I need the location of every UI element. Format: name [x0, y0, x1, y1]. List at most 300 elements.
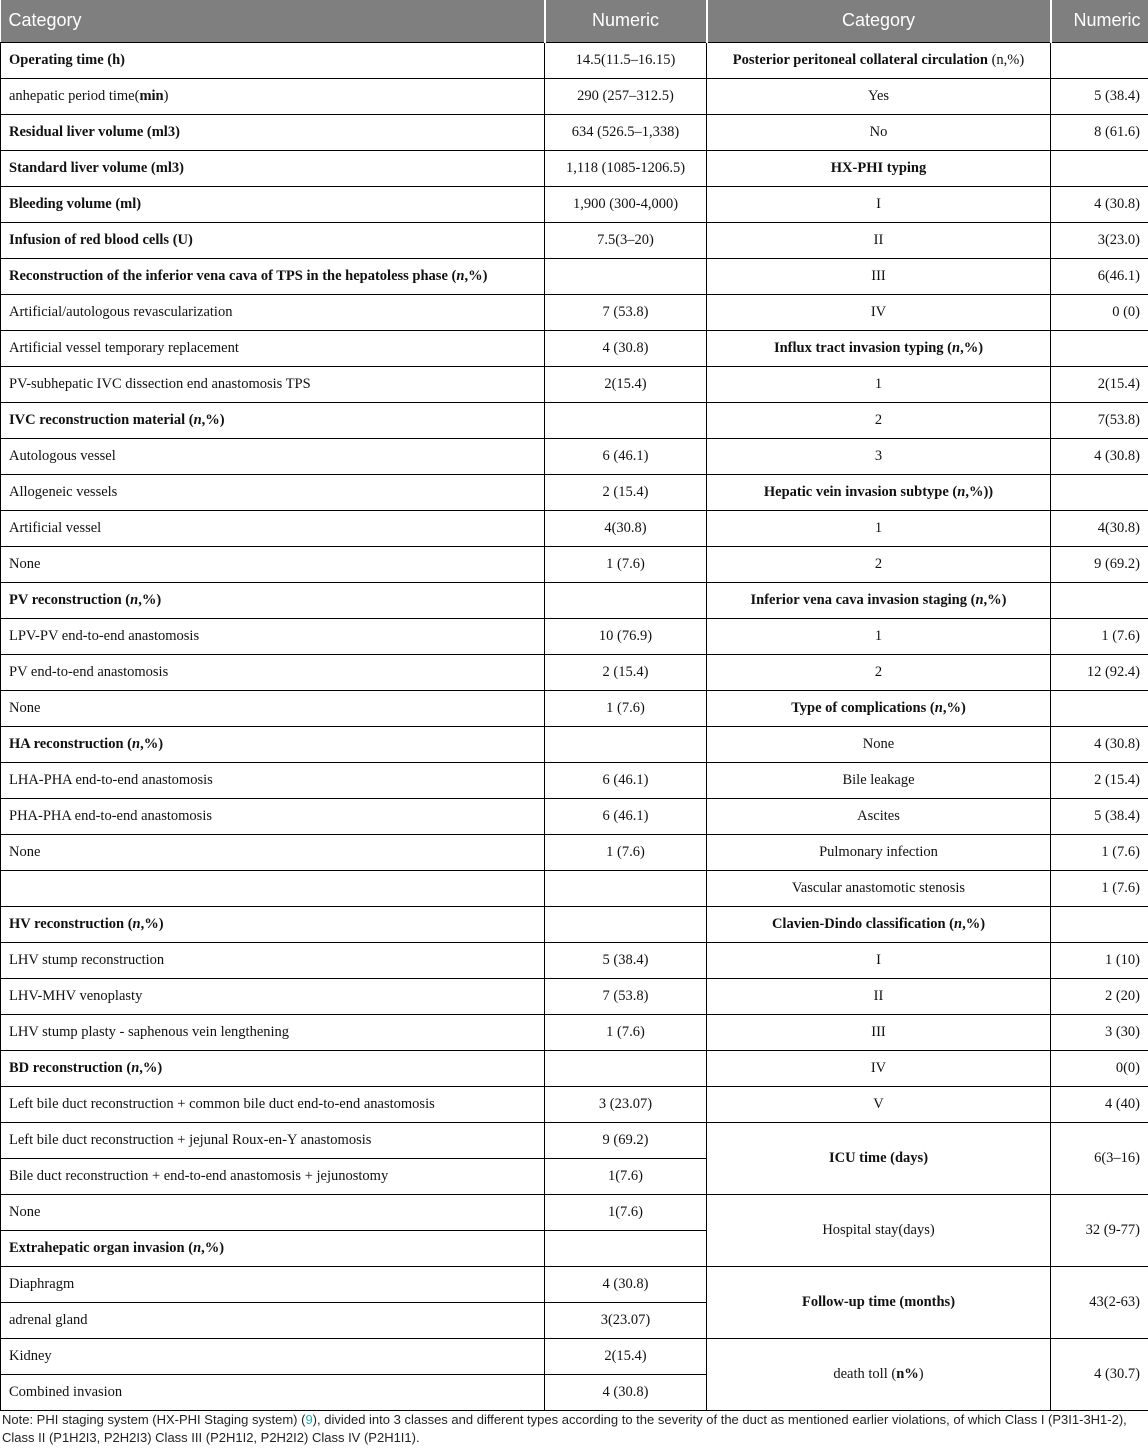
- cell-numeric-left: [545, 762, 707, 798]
- cell-category-left: [1, 654, 545, 690]
- cell-text: II: [873, 231, 884, 248]
- cell-numeric-left: [545, 402, 707, 438]
- pct-close: ,%): [140, 915, 164, 932]
- table-row: [1, 762, 1148, 798]
- cell-category-left: [1, 726, 545, 762]
- cell-category-right: [707, 186, 1051, 222]
- cell-numeric-left: [545, 186, 707, 222]
- pct-n: n: [131, 1059, 140, 1076]
- footnote-text-end: ), divided into 3 classes and different types according to the severity of the duct as mentioned earlier violations, of which Class I (P3I1-3H1-2), Class II (P1H2I3, P2H2I3) Class III (P2H1I2, P2H2I2) Class IV (P2H1I1).: [2, 1412, 1127, 1445]
- cell-text: Type of complications: [791, 699, 927, 716]
- pct-n: n: [130, 591, 139, 608]
- cell-value: 2 (20): [1104, 987, 1140, 1004]
- table-row: [1, 798, 1148, 834]
- cell-category-right: [707, 726, 1051, 762]
- cell-category-left: [1, 294, 545, 330]
- cell-category-left: [1, 1338, 545, 1374]
- cell-numeric-left: [545, 1230, 707, 1266]
- cell-category-left: [1, 1086, 545, 1122]
- cell-category-left: [1, 438, 545, 474]
- cell-text: Follow-up time (months): [801, 1293, 956, 1310]
- table-row: [1, 402, 1148, 438]
- pct-close: ,%): [140, 735, 164, 752]
- cell-value: 5 (38.4): [602, 951, 649, 968]
- cell-text: I: [876, 951, 881, 968]
- cell-category-left: [1, 1014, 545, 1050]
- cell-text: Yes: [867, 87, 890, 104]
- cell-numeric-right: [1051, 798, 1148, 834]
- cell-text: Autologous vessel: [9, 447, 116, 464]
- table-row: [1, 222, 1148, 258]
- cell-text: death toll: [833, 1365, 888, 1382]
- cell-text: PV reconstruction: [9, 591, 122, 608]
- footnote-reference-link[interactable]: 9: [305, 1412, 313, 1427]
- cell-value: 6 (46.1): [602, 807, 649, 824]
- pct-close: ,%): [942, 699, 966, 716]
- table-row: [1, 582, 1148, 618]
- pct-n: n: [975, 591, 984, 608]
- cell-category-right: [707, 1194, 1051, 1266]
- cell-numeric-right: [1051, 1086, 1148, 1122]
- table-row: [1, 150, 1148, 186]
- cell-numeric-left: [545, 294, 707, 330]
- cell-category-right: [707, 1014, 1051, 1050]
- cell-text: HX-PHI typing: [830, 159, 927, 176]
- cell-category-left: [1, 1194, 545, 1230]
- pct-n: n: [193, 1239, 202, 1256]
- cell-category-left: [1, 546, 545, 582]
- cell-numeric-right: [1051, 1338, 1148, 1410]
- cell-text-bold-part: min: [139, 87, 164, 104]
- cell-numeric-right: [1051, 1194, 1148, 1266]
- cell-value: 6(46.1): [1097, 267, 1140, 284]
- cell-category-left: [1, 42, 545, 78]
- cell-text: Inferior vena cava invasion staging: [750, 591, 967, 608]
- pct-n: n: [957, 483, 966, 500]
- cell-numeric-right: [1051, 222, 1148, 258]
- cell-numeric-left: [545, 1122, 707, 1158]
- cell-text: BD reconstruction: [9, 1059, 123, 1076]
- cell-value: 4 (30.8): [602, 339, 649, 356]
- cell-category-left: [1, 690, 545, 726]
- cell-value: 4 (40): [1104, 1095, 1140, 1112]
- cell-text: III: [871, 1023, 886, 1040]
- cell-text: Vascular anastomotic stenosis: [791, 879, 966, 896]
- cell-text: PV end-to-end anastomosis: [9, 663, 169, 680]
- cell-text: Bleeding volume (ml): [9, 195, 142, 212]
- pct-n: n: [193, 411, 202, 428]
- cell-text: HA reconstruction: [9, 735, 124, 752]
- cell-text: Artificial vessel: [9, 519, 102, 536]
- cell-text: Operating time (h): [9, 51, 125, 68]
- pct-close: ,%): [960, 339, 984, 356]
- cell-category-right: [707, 978, 1051, 1014]
- pct-open: (: [945, 915, 955, 932]
- cell-value: 4 (30.7): [1094, 1365, 1140, 1382]
- pct-open: (: [121, 591, 131, 608]
- cell-numeric-left: [545, 150, 707, 186]
- pct-n: n%: [896, 1365, 919, 1382]
- cell-text: IV: [870, 303, 887, 320]
- cell-category-right: [707, 42, 1051, 78]
- table-row: [1, 510, 1148, 546]
- cell-numeric-left: [545, 690, 707, 726]
- cell-category-left: [1, 1374, 545, 1410]
- cell-category-left: [1, 114, 545, 150]
- cell-text: 1: [874, 627, 883, 644]
- cell-text: 2: [874, 411, 883, 428]
- pct-open: (: [122, 1059, 132, 1076]
- pct-close: ,%): [201, 1239, 225, 1256]
- table-row: [1, 114, 1148, 150]
- cell-value: 7.5(3–20): [597, 231, 654, 248]
- cell-value: 0(0): [1115, 1059, 1140, 1076]
- cell-category-right: [707, 618, 1051, 654]
- cell-numeric-left: [545, 1014, 707, 1050]
- cell-text: Kidney: [9, 1347, 52, 1364]
- cell-value: 9 (69.2): [602, 1131, 649, 1148]
- cell-numeric-left: [545, 1374, 707, 1410]
- cell-text: II: [873, 987, 884, 1004]
- cell-numeric-right: [1051, 258, 1148, 294]
- cell-value: 32 (9-77): [1085, 1221, 1140, 1238]
- cell-category-right: [707, 402, 1051, 438]
- cell-numeric-left: [545, 654, 707, 690]
- cell-category-left: [1, 618, 545, 654]
- cell-text: Bile leakage: [842, 771, 915, 788]
- cell-numeric-left: [545, 726, 707, 762]
- pct-close: ,%): [962, 915, 986, 932]
- pct-open: (: [966, 591, 976, 608]
- cell-category-right: [707, 870, 1051, 906]
- cell-value: 6(3–16): [1094, 1149, 1140, 1166]
- pct-n: n: [952, 339, 961, 356]
- table-row: [1, 1050, 1148, 1086]
- cell-numeric-right: [1051, 186, 1148, 222]
- pct-open: (: [185, 411, 194, 428]
- cell-text: 3: [874, 447, 883, 464]
- cell-numeric-right: [1051, 834, 1148, 870]
- cell-text: Pulmonary infection: [819, 843, 938, 860]
- table-row: [1, 1194, 1148, 1230]
- cell-value: 3 (23.07): [598, 1095, 653, 1112]
- pct-n: n: [132, 915, 141, 932]
- cell-numeric-left: [545, 618, 707, 654]
- cell-category-left: [1, 1266, 545, 1302]
- cell-value: 4(30.8): [604, 519, 647, 536]
- pct-open: (: [447, 267, 457, 284]
- cell-numeric-right: [1051, 294, 1148, 330]
- cell-text: None: [9, 843, 41, 860]
- cell-value: 1,118 (1085-1206.5): [565, 159, 686, 176]
- table-row: [1, 1014, 1148, 1050]
- cell-numeric-left: [545, 1050, 707, 1086]
- cell-numeric-right: [1051, 150, 1148, 186]
- cell-numeric-left: [545, 114, 707, 150]
- header-numeric-left: Numeric: [545, 0, 707, 42]
- cell-value: 5 (38.4): [1094, 87, 1140, 104]
- cell-category-right: [707, 150, 1051, 186]
- cell-text: Influx tract invasion typing: [773, 339, 944, 356]
- cell-text: Diaphragm: [9, 1275, 75, 1292]
- cell-numeric-right: [1051, 510, 1148, 546]
- cell-category-left: [1, 1230, 545, 1266]
- cell-category-right: [707, 798, 1051, 834]
- cell-text: None: [9, 1203, 41, 1220]
- cell-numeric-right: [1051, 690, 1148, 726]
- cell-numeric-left: [545, 1302, 707, 1338]
- cell-value: 3 (30): [1104, 1023, 1140, 1040]
- cell-category-left: [1, 1158, 545, 1194]
- pct-n: n: [934, 699, 943, 716]
- cell-numeric-left: [545, 870, 707, 906]
- table-row: [1, 294, 1148, 330]
- cell-value: 1 (7.6): [606, 699, 645, 716]
- pct-close: ,%)): [965, 483, 994, 500]
- table-body: [1, 42, 1148, 1410]
- cell-text: Left bile duct reconstruction + common bile duct end-to-end anastomosis: [9, 1095, 435, 1112]
- cell-category-right: [707, 258, 1051, 294]
- cell-text: Artificial/autologous revascularization: [9, 303, 233, 320]
- cell-category-right: [707, 510, 1051, 546]
- cell-category-left: [1, 834, 545, 870]
- cell-category-left: [1, 186, 545, 222]
- cell-value: 1,900 (300-4,000): [572, 195, 679, 212]
- cell-numeric-right: [1051, 726, 1148, 762]
- cell-text: Left bile duct reconstruction + jejunal Roux-en-Y anastomosis: [9, 1131, 372, 1148]
- table-row: [1, 1266, 1148, 1302]
- cell-category-left: [1, 978, 545, 1014]
- table-row: [1, 330, 1148, 366]
- cell-text: None: [862, 735, 895, 752]
- cell-numeric-left: [545, 1338, 707, 1374]
- cell-value: 4 (30.8): [1094, 195, 1140, 212]
- table-row: [1, 978, 1148, 1014]
- cell-numeric-right: [1051, 618, 1148, 654]
- table-row: [1, 726, 1148, 762]
- cell-value: 6 (46.1): [602, 447, 649, 464]
- table-row: [1, 618, 1148, 654]
- pct-close: ,%): [464, 267, 488, 284]
- cell-value: 1 (7.6): [606, 843, 645, 860]
- cell-value: 2 (15.4): [602, 483, 649, 500]
- table-footnote: [2, 1411, 1146, 1447]
- table-row: [1, 186, 1148, 222]
- cell-numeric-left: [545, 438, 707, 474]
- cell-numeric-right: [1051, 906, 1148, 942]
- cell-text: 1: [874, 375, 883, 392]
- cell-value: 7(53.8): [1097, 411, 1140, 428]
- cell-category-left: [1, 78, 545, 114]
- table-row: [1, 942, 1148, 978]
- cell-text: Artificial vessel temporary replacement: [9, 339, 239, 356]
- pct-close: ,%): [139, 1059, 163, 1076]
- cell-numeric-right: [1051, 402, 1148, 438]
- cell-text: Hepatic vein invasion subtype: [763, 483, 949, 500]
- cell-text: Bile duct reconstruction + end-to-end anastomosis + jejunostomy: [9, 1167, 389, 1184]
- cell-value: 4 (30.8): [1094, 735, 1140, 752]
- cell-text: Combined invasion: [9, 1383, 123, 1400]
- cell-value: 1 (7.6): [1101, 627, 1140, 644]
- cell-numeric-right: [1051, 42, 1148, 78]
- cell-numeric-right: [1051, 1266, 1148, 1338]
- cell-category-left: [1, 762, 545, 798]
- cell-value: 2(15.4): [604, 375, 647, 392]
- cell-text: LHV stump reconstruction: [9, 951, 165, 968]
- cell-category-right: [707, 474, 1051, 510]
- cell-text: Reconstruction of the inferior vena cava of TPS in the hepatoless phase: [9, 267, 448, 284]
- table-row: [1, 1338, 1148, 1374]
- cell-category-right: [707, 1086, 1051, 1122]
- cell-category-right: [707, 834, 1051, 870]
- cell-numeric-right: [1051, 942, 1148, 978]
- cell-text: I: [876, 195, 881, 212]
- pct-close: ,%): [138, 591, 162, 608]
- cell-category-right: [707, 78, 1051, 114]
- cell-value: 3(23.07): [600, 1311, 651, 1328]
- cell-category-left: [1, 150, 545, 186]
- cell-numeric-left: [545, 1194, 707, 1230]
- cell-category-right: [707, 1266, 1051, 1338]
- cell-text: 1: [874, 519, 883, 536]
- table-row: [1, 870, 1148, 906]
- table-row: [1, 546, 1148, 582]
- cell-category-left: [1, 222, 545, 258]
- table-row: [1, 690, 1148, 726]
- cell-value: 4(30.8): [1097, 519, 1140, 536]
- cell-numeric-left: [545, 258, 707, 294]
- cell-value: 9 (69.2): [1094, 555, 1140, 572]
- cell-text: Extrahepatic organ invasion: [9, 1239, 185, 1256]
- table-row: [1, 834, 1148, 870]
- cell-value: 2 (15.4): [1094, 771, 1140, 788]
- cell-category-right: [707, 1122, 1051, 1194]
- cell-value: 8 (61.6): [1094, 123, 1140, 140]
- pct-close: ): [918, 1365, 924, 1382]
- cell-category-left: [1, 870, 545, 906]
- cell-numeric-right: [1051, 366, 1148, 402]
- cell-numeric-right: [1051, 114, 1148, 150]
- cell-value: 2 (15.4): [602, 663, 649, 680]
- cell-category-left: [1, 258, 545, 294]
- cell-text: IVC reconstruction material: [9, 411, 186, 428]
- cell-text: PV-subhepatic IVC dissection end anastomosis TPS: [9, 375, 311, 392]
- cell-value: 2(15.4): [604, 1347, 647, 1364]
- table-row: [1, 1086, 1148, 1122]
- cell-category-right: [707, 942, 1051, 978]
- cell-text: Hospital stay(days): [822, 1221, 935, 1238]
- cell-numeric-left: [545, 330, 707, 366]
- table-row: [1, 366, 1148, 402]
- cell-text: Ascites: [857, 807, 900, 824]
- table-row: [1, 1122, 1148, 1158]
- cell-category-left: [1, 510, 545, 546]
- cell-category-right: [707, 330, 1051, 366]
- cell-category-right: [707, 114, 1051, 150]
- cell-text: Posterior peritoneal collateral circulation: [732, 51, 988, 68]
- pct-open: (: [948, 483, 958, 500]
- pct-n: n: [131, 735, 141, 752]
- pct-open: (: [124, 915, 133, 932]
- pct-open: (: [887, 1365, 897, 1382]
- cell-text: LHV stump plasty - saphenous vein lengthening: [9, 1023, 290, 1040]
- cell-numeric-right: [1051, 978, 1148, 1014]
- cell-value: 5 (38.4): [1094, 807, 1140, 824]
- cell-value: 1 (7.6): [606, 555, 645, 572]
- cell-text: Standard liver volume (ml3): [9, 159, 184, 176]
- cell-numeric-right: [1051, 78, 1148, 114]
- cell-value: 1 (7.6): [606, 1023, 645, 1040]
- cell-value: 3(23.0): [1097, 231, 1140, 248]
- cell-value: 7 (53.8): [602, 303, 649, 320]
- cell-category-right: [707, 366, 1051, 402]
- cell-numeric-right: [1051, 1050, 1148, 1086]
- cell-text: LHA-PHA end-to-end anastomosis: [9, 771, 213, 788]
- pct-open: (: [184, 1239, 194, 1256]
- cell-value: 6 (46.1): [602, 771, 649, 788]
- cell-numeric-left: [545, 78, 707, 114]
- cell-text: 2: [874, 663, 883, 680]
- cell-value: 1 (10): [1104, 951, 1140, 968]
- cell-text: anhepatic period time(: [9, 87, 140, 104]
- cell-value: 4 (30.8): [1094, 447, 1140, 464]
- cell-category-left: [1, 330, 545, 366]
- cell-numeric-right: [1051, 582, 1148, 618]
- cell-category-right: [707, 906, 1051, 942]
- cell-category-right: [707, 222, 1051, 258]
- cell-category-right: [707, 438, 1051, 474]
- cell-text: LPV-PV end-to-end anastomosis: [9, 627, 200, 644]
- table-row: [1, 438, 1148, 474]
- cell-value: 1(7.6): [607, 1203, 644, 1220]
- cell-numeric-left: [545, 1158, 707, 1194]
- cell-category-right: [707, 582, 1051, 618]
- cell-category-left: [1, 474, 545, 510]
- cell-text: HV reconstruction: [9, 915, 125, 932]
- cell-numeric-right: [1051, 330, 1148, 366]
- table-row: [1, 654, 1148, 690]
- header-numeric-right: Numeric: [1051, 0, 1148, 42]
- cell-text: V: [873, 1095, 884, 1112]
- pct-close: ,%): [201, 411, 225, 428]
- cell-text: PHA-PHA end-to-end anastomosis: [9, 807, 212, 824]
- table-row: [1, 906, 1148, 942]
- cell-category-right: [707, 1050, 1051, 1086]
- cell-value: 290 (257–312.5): [577, 87, 674, 104]
- cell-category-left: [1, 582, 545, 618]
- cell-numeric-left: [545, 222, 707, 258]
- cell-text: No: [869, 123, 888, 140]
- cell-text: None: [9, 699, 41, 716]
- pct-open: (: [123, 735, 132, 752]
- cell-numeric-left: [545, 1086, 707, 1122]
- cell-text: Infusion of red blood cells (U): [9, 231, 193, 248]
- footnote-text-start: Note: PHI staging system (HX-PHI Staging system) (: [2, 1412, 306, 1427]
- cell-value: 1 (7.6): [1101, 843, 1140, 860]
- cell-numeric-right: [1051, 546, 1148, 582]
- header-category-right: Category: [707, 0, 1051, 42]
- cell-category-right: [707, 654, 1051, 690]
- cell-value: 2(15.4): [1097, 375, 1140, 392]
- cell-value: 7 (53.8): [602, 987, 649, 1004]
- pct-n: n: [954, 915, 963, 932]
- cell-numeric-left: [545, 366, 707, 402]
- cell-category-left: [1, 906, 545, 942]
- pct-close: ,%): [983, 591, 1007, 608]
- cell-value: 0 (0): [1112, 303, 1140, 320]
- cell-value: 43(2-63): [1089, 1293, 1140, 1310]
- cell-category-left: [1, 798, 545, 834]
